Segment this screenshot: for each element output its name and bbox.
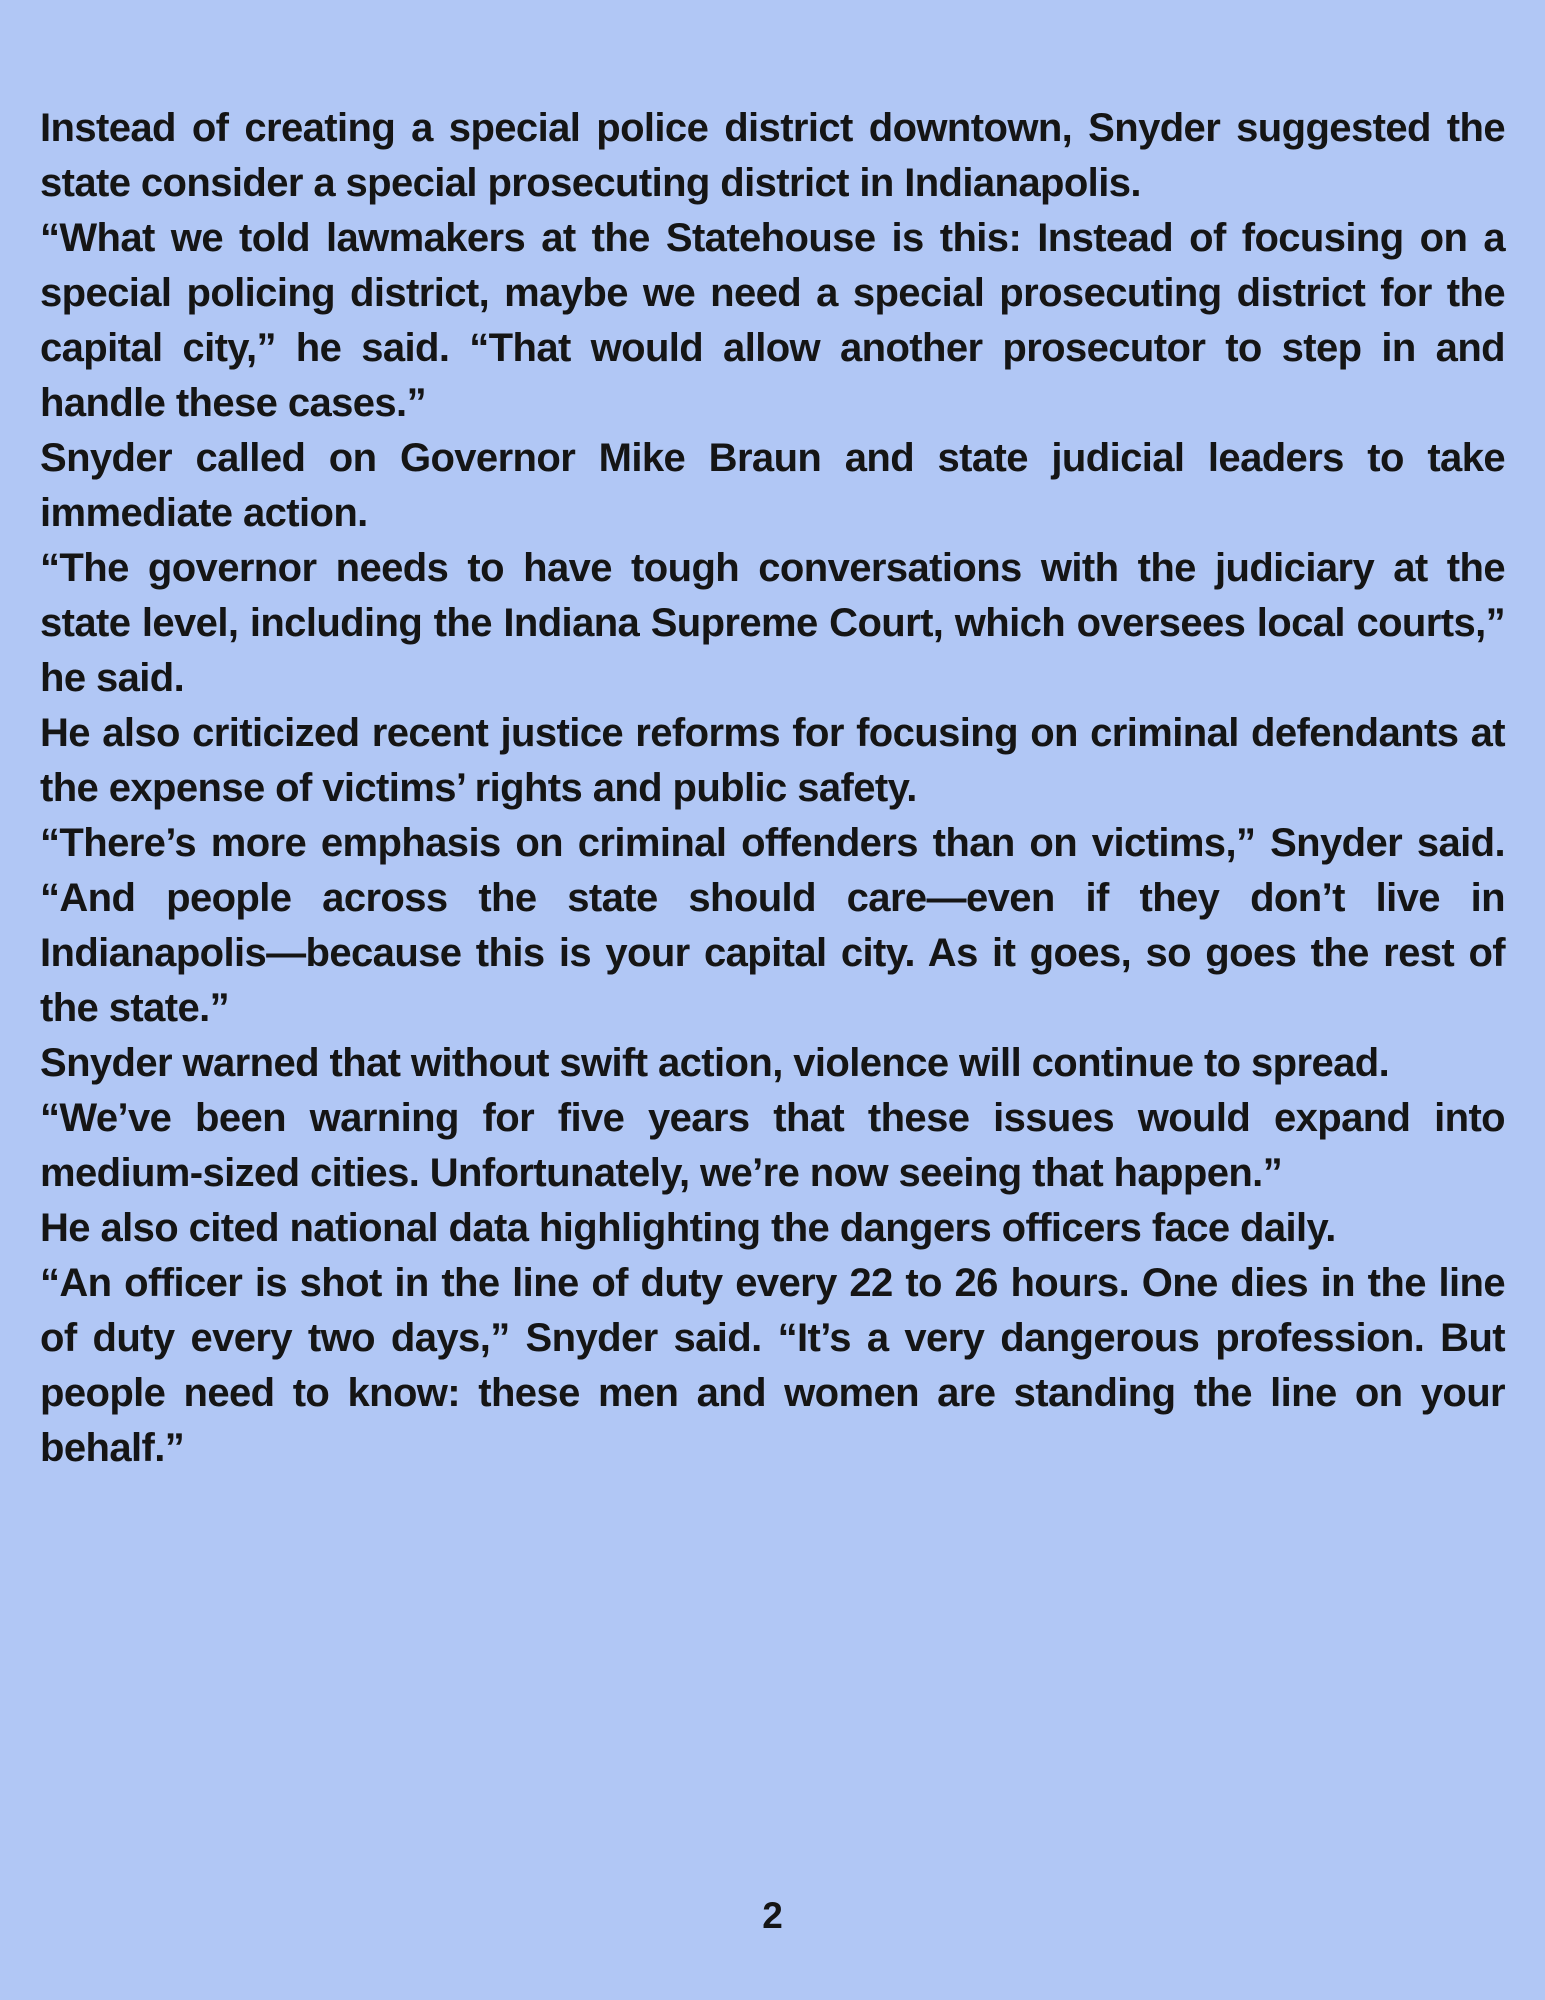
- paragraph: “What we told lawmakers at the Statehouse is this: Instead of focusing on a special policing district, maybe we need a special prosecuting district for the capital city,” he said. “That would allow another prosecutor to step in and handle these cases.”: [40, 216, 1505, 425]
- paragraph: “An officer is shot in the line of duty every 22 to 26 hours. One dies in the line of duty every two days,” Snyder said. “It’s a very dangerous profession. But people need to know: these men and women are standing the line on your behalf.”: [40, 1261, 1505, 1470]
- paragraph: He also criticized recent justice reforms for focusing on criminal defendants at the expense of victims’ rights and public safety.: [40, 711, 1505, 810]
- paragraph: “There’s more emphasis on criminal offenders than on victims,” Snyder said. “And people across the state should care—even if they don’t live in Indianapolis—because this is your capital city. As it goes, so goes the rest of the state.”: [40, 821, 1505, 1030]
- paragraph: He also cited national data highlighting the dangers officers face daily.: [40, 1206, 1336, 1250]
- paragraph: Snyder called on Governor Mike Braun and state judicial leaders to take immediate action.: [40, 436, 1505, 535]
- paragraph: Instead of creating a special police district downtown, Snyder suggested the state consider a special prosecuting district in Indianapolis.: [40, 106, 1505, 205]
- paragraph: “The governor needs to have tough conversations with the judiciary at the state level, including the Indiana Supreme Court, which oversees local courts,” he said.: [40, 546, 1505, 700]
- page-number: 2: [762, 1895, 783, 1936]
- paragraph: “We’ve been warning for five years that these issues would expand into medium-sized cities. Unfortunately, we’re now seeing that happen.”: [40, 1096, 1505, 1195]
- paragraph: Snyder warned that without swift action, violence will continue to spread.: [40, 1041, 1390, 1085]
